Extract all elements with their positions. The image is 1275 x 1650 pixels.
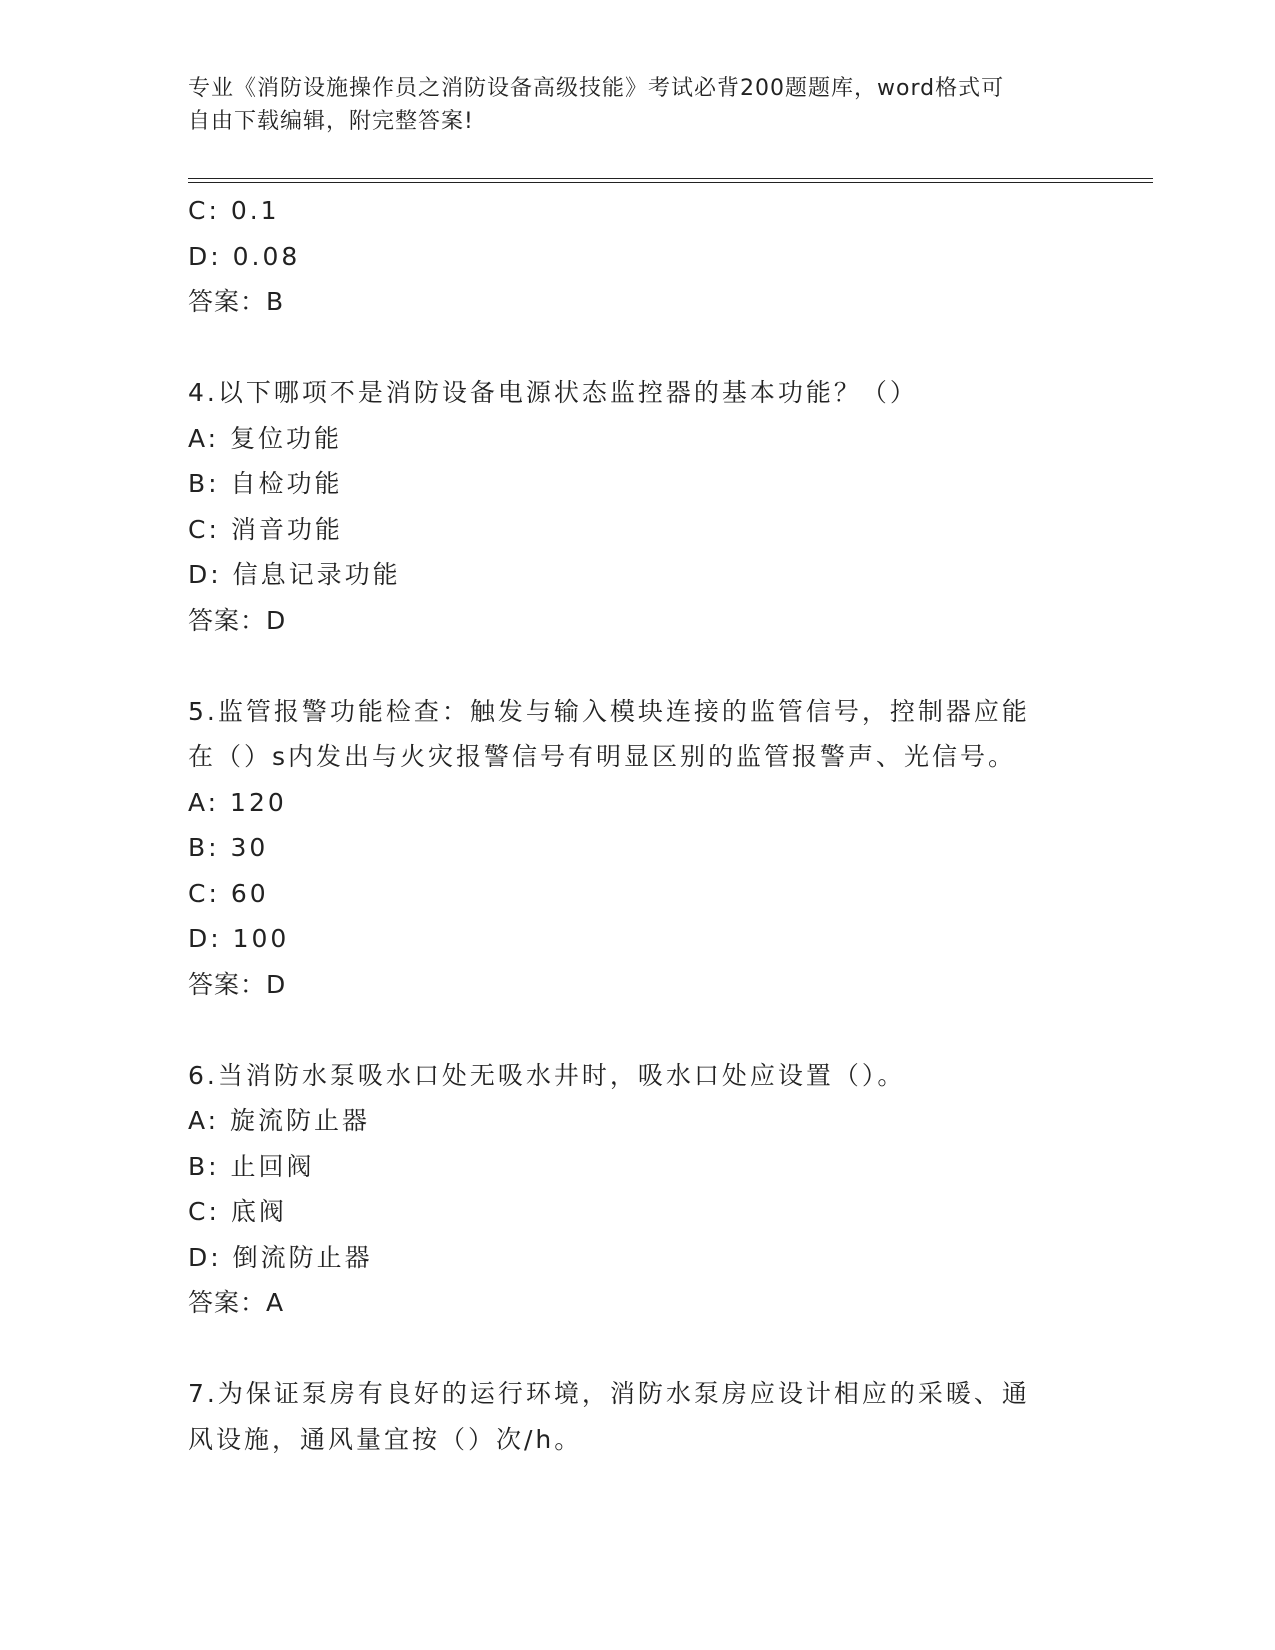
option-c: C: 底阀 (188, 1197, 287, 1226)
question-7 (188, 1371, 1088, 1462)
option-c: C: 0.1 (188, 196, 280, 225)
document-header (188, 72, 1068, 138)
option-b: B: 30 (188, 833, 269, 862)
spacer (188, 1007, 1088, 1053)
header-line-2: 自由下载编辑，附完整答案! (188, 109, 474, 134)
question-6 (188, 1053, 1088, 1326)
question-5 (188, 689, 1088, 1008)
option-d: D: 0.08 (188, 241, 301, 271)
question-stem: 4.以下哪项不是消防设备电源状态监控器的基本功能？（） (188, 378, 918, 407)
option-a: A: 120 (188, 787, 287, 817)
answer: 答案：D (188, 605, 287, 635)
header-line-1: 专业《消防设施操作员之消防设备高级技能》考试必背200题题库，word格式可 (188, 76, 1005, 101)
option-b: B: 止回阀 (188, 1151, 315, 1181)
option-c: C: 消音功能 (188, 514, 343, 544)
spacer (188, 325, 1088, 371)
question-stem: 6.当消防水泵吸水口处无吸水井时，吸水口处应设置（）。 (188, 1060, 906, 1090)
option-c: C: 60 (188, 878, 269, 908)
question-4 (188, 370, 1088, 643)
option-d: D: 信息记录功能 (188, 560, 401, 589)
question-stem-line-1: 5.监管报警功能检查：触发与输入模块连接的监管信号，控制器应能 (188, 696, 1030, 726)
answer: 答案：D (188, 969, 287, 999)
question-list (188, 188, 1088, 1462)
answer: 答案：B (188, 287, 285, 316)
question-stem-line-1: 7.为保证泵房有良好的运行环境，消防水泵房应设计相应的采暖、通 (188, 1379, 1030, 1408)
spacer (188, 1326, 1088, 1372)
answer: 答案：A (188, 1288, 285, 1317)
option-d: D: 100 (188, 924, 290, 953)
option-d: D: 倒流防止器 (188, 1242, 373, 1272)
question-stem-line-2: 风设施，通风量宜按（）次/h。 (188, 1424, 583, 1454)
question-stem-line-2: 在（）s内发出与火灾报警信号有明显区别的监管报警声、光信号。 (188, 742, 1017, 771)
option-a: A: 复位功能 (188, 423, 343, 453)
header-divider-bottom (188, 182, 1153, 183)
option-b: B: 自检功能 (188, 469, 343, 498)
option-a: A: 旋流防止器 (188, 1106, 371, 1135)
header-divider-top (188, 178, 1153, 179)
spacer (188, 643, 1088, 689)
question-3-tail (188, 188, 1088, 325)
